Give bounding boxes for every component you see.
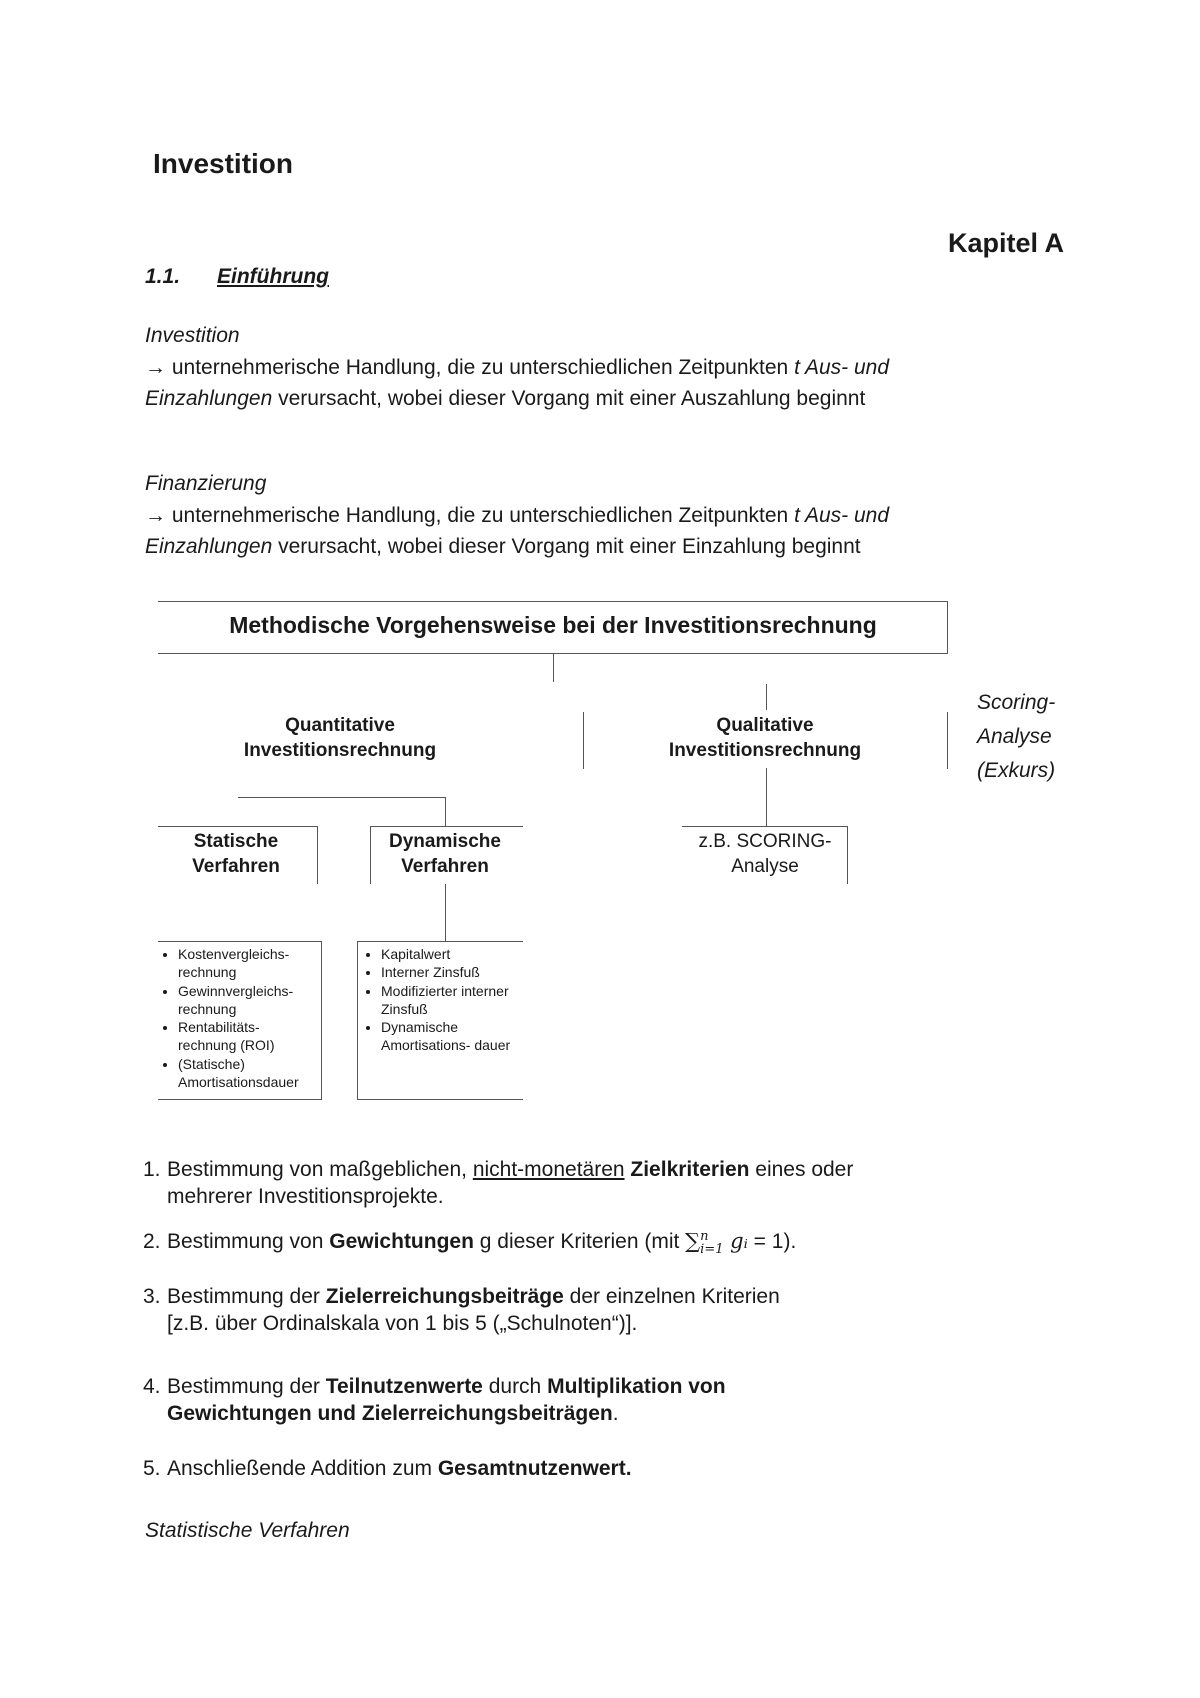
sum-upper-bound: n: [700, 1228, 709, 1244]
term-investition: Investition: [145, 324, 240, 347]
step-number: 2.: [143, 1230, 161, 1253]
step-text-bold: Zielkriterien: [624, 1158, 750, 1181]
divider: [357, 941, 523, 942]
step-text-bold: Gesamtnutzenwert.: [437, 1457, 632, 1480]
side-note-line: Scoring-: [977, 691, 1056, 714]
definition-investition: [145, 352, 1045, 414]
connector: [445, 884, 446, 941]
arrow-icon: →: [145, 356, 166, 379]
statische-methods-list: [160, 945, 320, 1091]
dynamische-methods-list: [363, 945, 518, 1055]
divider: [321, 941, 322, 1100]
side-note-line: (Exkurs): [977, 759, 1056, 782]
step-number: 1.: [143, 1158, 161, 1181]
definition-italic: Einzahlungen: [145, 535, 273, 558]
arrow-icon: →: [145, 504, 166, 527]
divider: [357, 941, 358, 1100]
connector: [238, 797, 446, 798]
divider: [583, 712, 584, 769]
definition-text: verursacht, wobei dieser Vorgang mit einer Auszahlung beginnt: [272, 387, 866, 410]
step-text: g dieser Kriterien (mit: [473, 1230, 686, 1253]
step-text: mehrerer Investitionsprojekte.: [167, 1185, 444, 1208]
definition-text: unternehmerische Handlung, die zu unterschiedlichen Zeitpunkten: [166, 356, 795, 379]
definition-text: unternehmerische Handlung, die zu unterschiedlichen Zeitpunkten: [166, 504, 795, 527]
definition-text: verursacht, wobei dieser Vorgang mit einer Einzahlung beginnt: [272, 535, 861, 558]
quantitative-box: Quantitative Investitionsrechnung: [243, 715, 437, 761]
list-item: • Rentabilitäts- rechnung (ROI): [178, 1018, 320, 1055]
divider: [158, 601, 948, 602]
scoring-analyse-box: z.B. SCORING- Analyse: [698, 831, 832, 877]
step-text: Bestimmung von maßgeblichen,: [167, 1158, 473, 1181]
divider: [158, 941, 322, 942]
step-number: 4.: [143, 1375, 161, 1398]
step-text: Bestimmung von: [167, 1230, 330, 1253]
section-heading: [145, 265, 329, 289]
list-item: • Modifizierter interner Zinsfuß: [381, 982, 518, 1019]
sum-term: gᵢ: [723, 1229, 748, 1253]
divider: [357, 1099, 523, 1100]
list-item: • Dynamische Amortisations- dauer: [381, 1018, 518, 1055]
list-item: • (Statische) Amortisationsdauer: [178, 1055, 320, 1092]
divider: [370, 826, 371, 884]
divider: [158, 826, 318, 827]
divider: [947, 712, 948, 769]
sum-lower-bound: i=1: [700, 1241, 724, 1257]
step-text-bold: Teilnutzenwerte: [325, 1375, 483, 1398]
chapter-label: Kapitel A: [947, 228, 1064, 258]
sum-symbol: ∑: [685, 1229, 701, 1253]
definition-italic: t Aus- und: [794, 504, 890, 527]
connector: [766, 768, 767, 826]
step-number: 5.: [143, 1457, 161, 1480]
divider: [682, 826, 848, 827]
divider: [158, 1099, 322, 1100]
step-text-bold: Gewichtungen und Zielerreichungsbeiträgen: [167, 1402, 613, 1425]
section-number: 1.1.: [145, 265, 181, 288]
step-text-underlined: nicht-monetären: [472, 1158, 625, 1181]
dynamische-verfahren-box: Dynamische Verfahren: [389, 831, 501, 877]
step-text-bold: Gewichtungen: [329, 1230, 474, 1253]
step-text: durch: [482, 1375, 548, 1398]
section-title: Einführung: [217, 265, 329, 288]
connector: [445, 797, 446, 826]
step-text: .: [612, 1402, 619, 1425]
sum-formula: [685, 1228, 748, 1257]
step-text: Bestimmung der: [167, 1285, 326, 1308]
definition-italic: Einzahlungen: [145, 387, 273, 410]
step-text: [z.B. über Ordinalskala von 1 bis 5 („Schulnoten“)].: [167, 1312, 638, 1335]
list-item: • Interner Zinsfuß: [381, 963, 518, 981]
footer-term: Statistische Verfahren: [145, 1519, 350, 1542]
definition-italic: t Aus- und: [794, 356, 890, 379]
list-item: • Gewinnvergleichs- rechnung: [178, 982, 320, 1019]
qualitative-box: Qualitative Investitionsrechnung: [668, 715, 862, 761]
step-number: 3.: [143, 1285, 161, 1308]
list-item: • Kostenvergleichs- rechnung: [178, 945, 320, 982]
divider: [370, 826, 523, 827]
term-finanzierung: Finanzierung: [145, 472, 267, 495]
step-text-bold: Zielerreichungsbeiträge: [325, 1285, 564, 1308]
connector: [766, 684, 767, 710]
side-note-line: Analyse: [977, 725, 1052, 748]
step-text: Bestimmung der: [167, 1375, 326, 1398]
side-note-scoring: [977, 686, 1055, 788]
statische-verfahren-box: Statische Verfahren: [192, 831, 280, 877]
step-text: eines oder: [749, 1158, 854, 1181]
connector: [553, 654, 554, 682]
list-item: • Kapitalwert: [381, 945, 518, 963]
step-text: Anschließende Addition zum: [167, 1457, 438, 1480]
diagram-title: Methodische Vorgehensweise bei der Investitionsrechnung: [229, 612, 877, 638]
step-text: = 1).: [747, 1230, 797, 1253]
document-title: Investition: [153, 148, 294, 179]
definition-finanzierung: [145, 500, 1045, 562]
step-text: der einzelnen Kriterien: [563, 1285, 780, 1308]
divider: [317, 826, 318, 884]
step-text-bold: Multiplikation von: [547, 1375, 726, 1398]
